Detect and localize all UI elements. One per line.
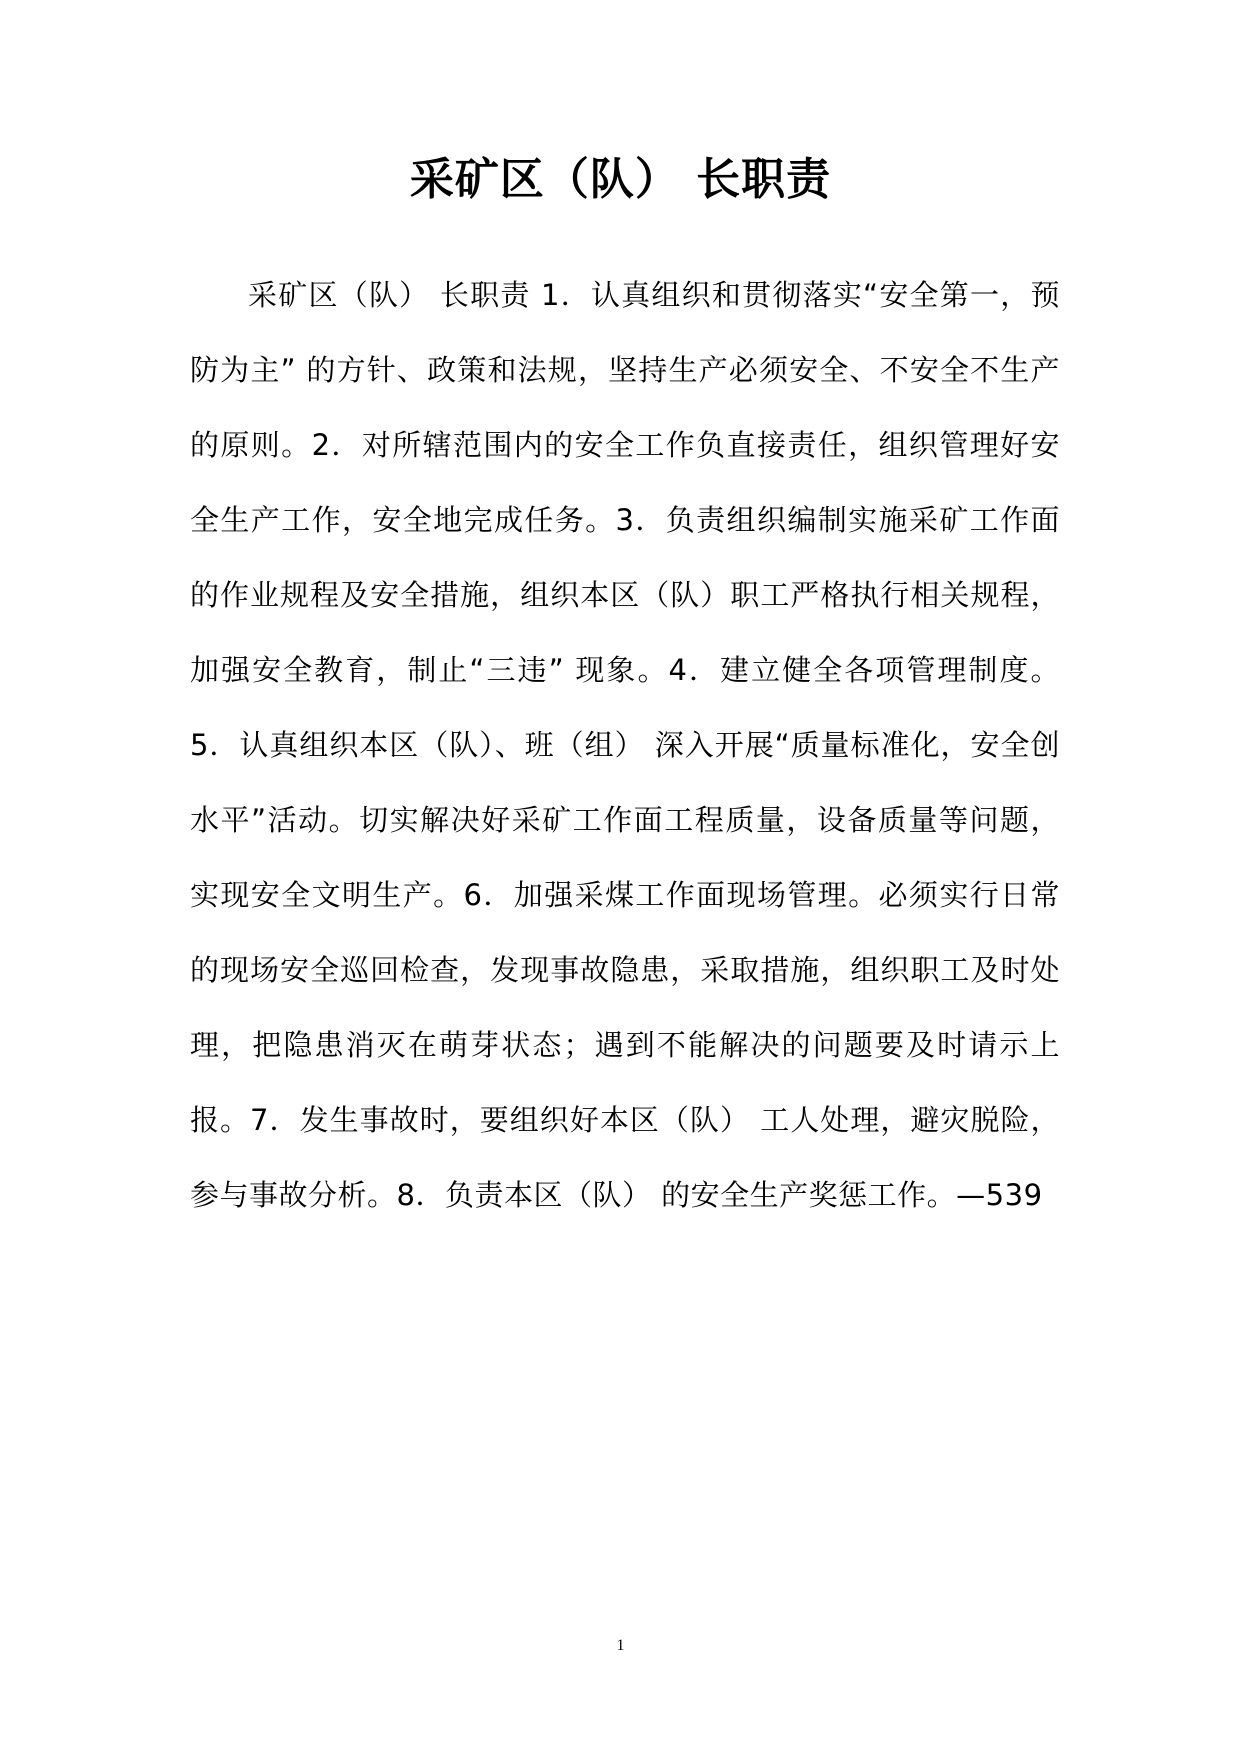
page-number: 1 xyxy=(616,1637,625,1654)
document-title: 采矿区（队） 长职责 xyxy=(409,154,832,205)
document-body-paragraph: 采矿区（队） 长职责 1．认真组织和贯彻落实“安全第一，预防为主” 的方针、政策和法规，坚持生产必须安全、不安全不生产的原则。2．对所辖范围内的安全工作负直接责任，组织管理好安全生产工作，安全地完成任务。3．负责组织编制实施采矿工作面的作业规程及安全措施，组织本区（队）职工严格执行相关规程，加强安全教育，制止“三违” 现象。4．建立健全各项管理制度。5．认真组织本区（队）、班（组） 深入开展“质量标准化，安全创水平”活动。切实解决好采矿工作面工程质量，设备质量等问题，实现安全文明生产。6．加强采煤工作面现场管理。必须实行日常的现场安全巡回检查，发现事故隐患，采取措施，组织职工及时处理，把隐患消灭在萌芽状态；遇到不能解决的问题要及时请示上报。7．发生事故时，要组织好本区（队） 工人处理，避灾脱险，参与事故分析。8．负责本区（队） 的安全生产奖惩工作。—539 xyxy=(190,278,1060,1212)
